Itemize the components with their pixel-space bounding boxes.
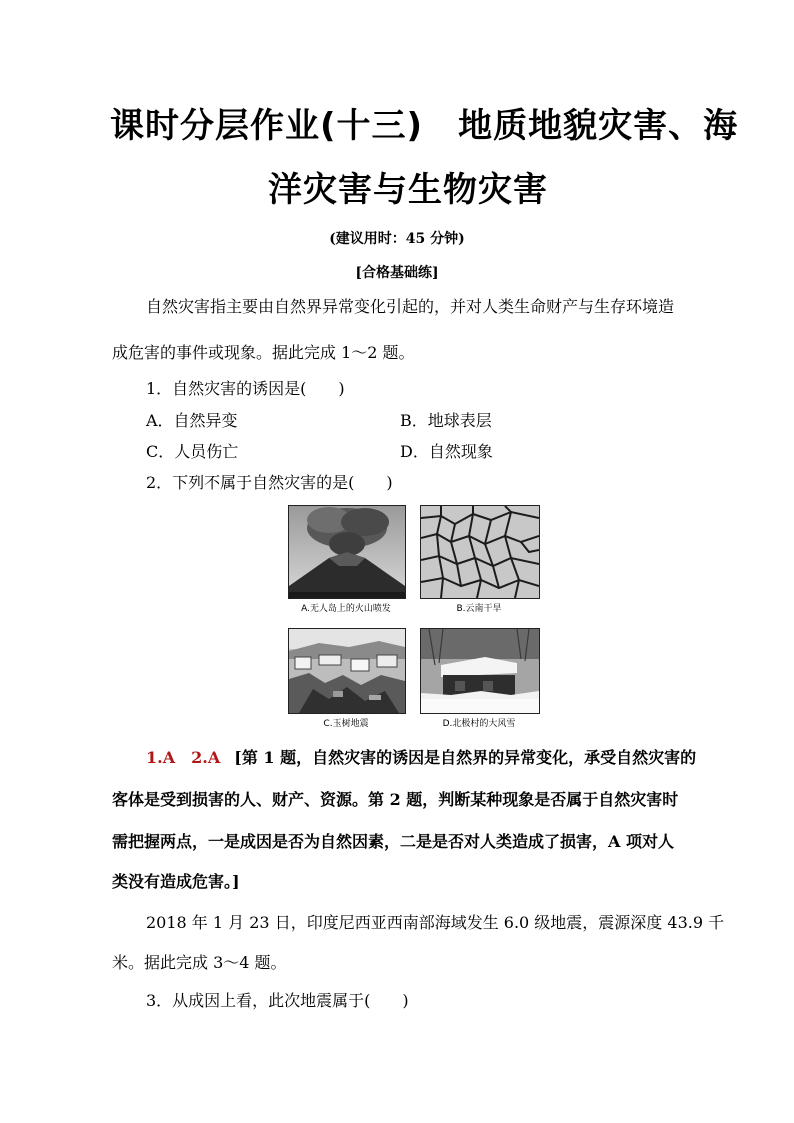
earthquake-ruins-image: [288, 628, 406, 714]
passage2-line2: 米。据此完成 3～4 题。: [112, 953, 287, 972]
passage2-line1: 2018 年 1 月 23 日，印度尼西亚西南部海域发生 6.0 级地震，震源深度 43.9 千: [146, 913, 725, 932]
q1-stem: 1．自然灾害的诱因是( ): [146, 379, 345, 398]
q1-option-d: D．自然现象: [400, 442, 493, 461]
q1-option-c: C．人员伤亡: [146, 442, 239, 461]
answer-line4: 类没有造成危害。]: [112, 872, 240, 891]
page-title-line1: 课时分层作业(十三) 地质地貌灾害、海: [110, 106, 739, 146]
q2-stem: 2．下列不属于自然灾害的是( ): [146, 473, 393, 492]
answer-line3: 需把握两点，一是成因是否为自然因素，二是是否对人类造成了损害，A 项对人: [112, 832, 674, 851]
snowstorm-village-image: [420, 628, 540, 714]
caption-c: C.玉树地震: [323, 719, 369, 729]
page-title-line2: 洋灾害与生物灾害: [268, 170, 548, 210]
q1-option-a: A．自然异变: [146, 411, 238, 430]
q1-option-b: B．地球表层: [400, 411, 492, 430]
section-heading: [合格基础练]: [355, 265, 439, 281]
passage1-line1: 自然灾害指主要由自然界异常变化引起的，并对人类生命财产与生存环境造: [146, 297, 675, 316]
answer-line1: [146, 745, 696, 768]
caption-b: B.云南干旱: [456, 604, 502, 614]
drought-cracked-earth-image: [420, 505, 540, 599]
time-hint: (建议用时：45 分钟): [329, 231, 465, 247]
answer-line2: 客体是受到损害的人、财产、资源。第 2 题，判断某种现象是否属于自然灾害时: [112, 790, 679, 809]
answer-key: 1.A 2.A: [146, 748, 221, 767]
answer-line1-text: [第 1 题，自然灾害的诱因是自然界的异常变化，承受自然灾害的: [234, 748, 697, 767]
caption-d: D.北极村的大风雪: [442, 719, 516, 729]
caption-a: A.无人岛上的火山喷发: [301, 604, 391, 614]
q3-stem: 3．从成因上看，此次地震属于( ): [146, 991, 409, 1010]
passage1-line2: 成危害的事件或现象。据此完成 1～2 题。: [112, 343, 415, 362]
volcano-eruption-image: [288, 505, 406, 599]
